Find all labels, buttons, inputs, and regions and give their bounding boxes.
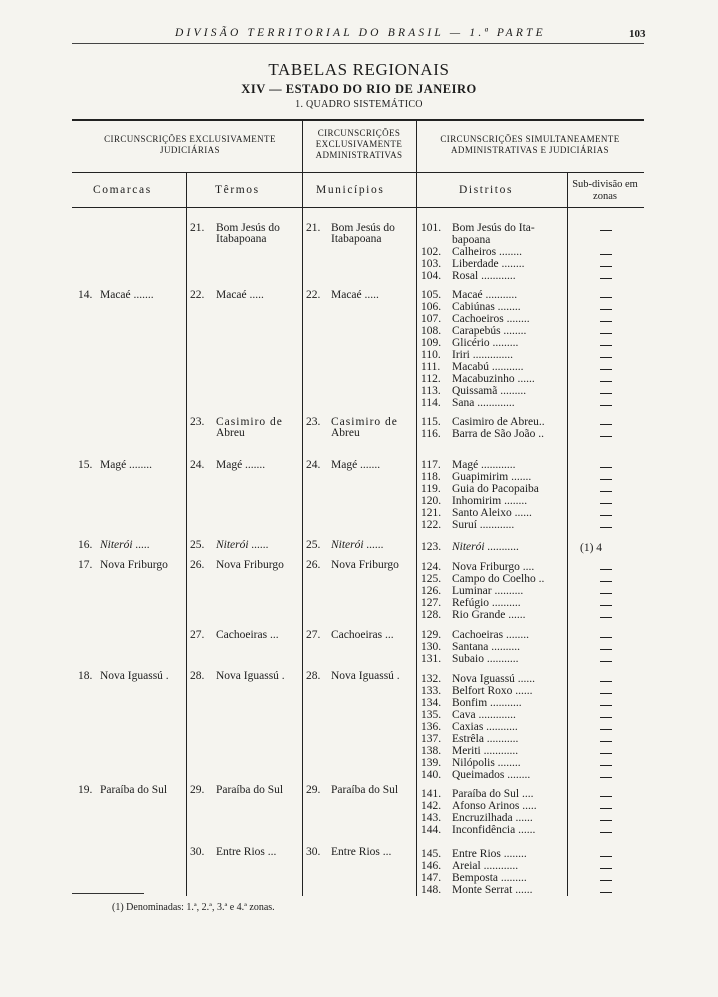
termos-name: Macaé ..... bbox=[216, 289, 264, 301]
termos-name-cont: Abreu bbox=[216, 427, 245, 439]
zone-dash bbox=[600, 321, 612, 322]
distrito-name: Nova Iguassú ...... bbox=[452, 673, 536, 685]
distrito-name: Macaé ........... bbox=[452, 289, 518, 301]
footnote-rule bbox=[72, 893, 144, 894]
distrito-number: 137. bbox=[421, 733, 442, 745]
termos-number: 25. bbox=[190, 539, 205, 551]
distrito-name: Suruí ............ bbox=[452, 519, 515, 531]
zone-dash bbox=[600, 405, 612, 406]
distrito-name: bapoana bbox=[452, 234, 491, 246]
column-header-rule bbox=[72, 207, 644, 208]
zone-dash bbox=[600, 820, 612, 821]
distrito-number: 120. bbox=[421, 495, 442, 507]
distrito-number: 121. bbox=[421, 507, 442, 519]
divider-2 bbox=[302, 121, 303, 896]
distrito-name: Rio Grande ...... bbox=[452, 609, 526, 621]
termos-number: 26. bbox=[190, 559, 205, 571]
zone-dash bbox=[600, 661, 612, 662]
table-top-rule bbox=[72, 119, 644, 121]
zone-dash bbox=[600, 345, 612, 346]
termos-number: 29. bbox=[190, 784, 205, 796]
comarca-number: 16. bbox=[78, 539, 93, 551]
distrito-number: 125. bbox=[421, 573, 442, 585]
distrito-number: 110. bbox=[421, 349, 441, 361]
distrito-number: 117. bbox=[421, 459, 441, 471]
distrito-number: 106. bbox=[421, 301, 442, 313]
distrito-number: 111. bbox=[421, 361, 441, 373]
termos-number: 28. bbox=[190, 670, 205, 682]
header-group-administrativas: CIRCUNSCRIÇÕES EXCLUSIVAMENTE ADMINISTRATIVAS bbox=[315, 128, 403, 160]
zone-dash bbox=[600, 393, 612, 394]
distrito-number: 109. bbox=[421, 337, 442, 349]
distrito-name: Nilópolis ........ bbox=[452, 757, 521, 769]
distrito-number: 105. bbox=[421, 289, 442, 301]
municipios-name: Paraíba do Sul bbox=[331, 784, 399, 796]
distrito-name: Liberdade ........ bbox=[452, 258, 525, 270]
zone-dash bbox=[600, 266, 612, 267]
divider-4 bbox=[567, 172, 568, 896]
header-group-judiciarias: CIRCUNSCRIÇÕES EXCLUSIVAMENTE JUDICIÁRIAS bbox=[104, 134, 276, 155]
zone-dash bbox=[600, 605, 612, 606]
termos-name: Nova Iguassú . bbox=[216, 670, 285, 682]
termos-number: 24. bbox=[190, 459, 205, 471]
distrito-name: Niterói ........... bbox=[452, 541, 520, 553]
distrito-name: Guapimirim ....... bbox=[452, 471, 532, 483]
distrito-number: 136. bbox=[421, 721, 442, 733]
distrito-number: 133. bbox=[421, 685, 442, 697]
group-header-rule bbox=[72, 172, 644, 173]
main-title: TABELAS REGIONAIS bbox=[268, 60, 450, 79]
comarca-number: 15. bbox=[78, 459, 93, 471]
running-header-title: DIVISÃO TERRITORIAL DO BRASIL — 1.ª PARTE bbox=[175, 27, 546, 39]
distrito-name: Macabuzinho ...... bbox=[452, 373, 535, 385]
zone-dash bbox=[600, 491, 612, 492]
distrito-name: Entre Rios ........ bbox=[452, 848, 527, 860]
distrito-number: 139. bbox=[421, 757, 442, 769]
distrito-name: Paraíba do Sul .... bbox=[452, 788, 534, 800]
municipios-name: Bom Jesús do bbox=[331, 222, 395, 234]
distrito-number: 104. bbox=[421, 270, 442, 282]
municipios-name: Entre Rios ... bbox=[331, 846, 392, 858]
municipios-number: 21. bbox=[306, 222, 321, 234]
distrito-number: 108. bbox=[421, 325, 442, 337]
distrito-name: Meriti ............ bbox=[452, 745, 519, 757]
zone-dash bbox=[600, 467, 612, 468]
distrito-number: 123. bbox=[421, 541, 442, 553]
distrito-name: Inhomirim ........ bbox=[452, 495, 528, 507]
distrito-number: 119. bbox=[421, 483, 441, 495]
zone-dash bbox=[600, 765, 612, 766]
comarca-name: Paraíba do Sul bbox=[100, 784, 168, 796]
zone-dash bbox=[600, 729, 612, 730]
zone-dash bbox=[600, 369, 612, 370]
distrito-name: Nova Friburgo .... bbox=[452, 561, 535, 573]
distrito-number: 147. bbox=[421, 872, 442, 884]
distrito-number: 132. bbox=[421, 673, 442, 685]
distrito-name: Afonso Arinos ..... bbox=[452, 800, 537, 812]
distrito-number: 145. bbox=[421, 848, 442, 860]
distrito-name: Estrêla ........... bbox=[452, 733, 519, 745]
zone-dash bbox=[600, 892, 612, 893]
distrito-name: Santana .......... bbox=[452, 641, 521, 653]
municipios-name-cont: Abreu bbox=[331, 427, 360, 439]
zone-dash bbox=[600, 479, 612, 480]
distrito-number: 138. bbox=[421, 745, 442, 757]
distrito-name: Santo Aleixo ...... bbox=[452, 507, 532, 519]
distrito-number: 134. bbox=[421, 697, 442, 709]
distrito-name: Cabiúnas ........ bbox=[452, 301, 521, 313]
termos-name: Cachoeiras ... bbox=[216, 629, 279, 641]
distrito-name: Casimiro de Abreu.. bbox=[452, 416, 545, 428]
comarca-name: Niterói ..... bbox=[100, 539, 150, 551]
termos-number: 23. bbox=[190, 416, 205, 428]
zone-dash bbox=[600, 856, 612, 857]
distrito-name: Calheiros ........ bbox=[452, 246, 522, 258]
zone-dash bbox=[600, 278, 612, 279]
municipios-number: 29. bbox=[306, 784, 321, 796]
zone-dash bbox=[600, 333, 612, 334]
zone-dash bbox=[600, 637, 612, 638]
municipios-name-cont: Itabapoana bbox=[331, 233, 382, 245]
header-termos: Têrmos bbox=[215, 184, 260, 196]
comarca-number: 17. bbox=[78, 559, 93, 571]
zone-dash bbox=[600, 649, 612, 650]
termos-name: Magé ....... bbox=[216, 459, 266, 471]
distrito-name: Macabú ........... bbox=[452, 361, 524, 373]
distrito-name: Bom Jesús do Ita- bbox=[452, 222, 535, 234]
distrito-number: 142. bbox=[421, 800, 442, 812]
comarca-name: Magé ........ bbox=[100, 459, 153, 471]
distrito-name: Guia do Pacopaiba bbox=[452, 483, 539, 495]
header-comarcas: Comarcas bbox=[93, 184, 152, 196]
distrito-number: 118. bbox=[421, 471, 441, 483]
termos-number: 27. bbox=[190, 629, 205, 641]
municipios-name: Casimiro de bbox=[331, 416, 398, 428]
municipios-number: 27. bbox=[306, 629, 321, 641]
state-title: XIV — ESTADO DO RIO DE JANEIRO bbox=[241, 82, 477, 96]
zone-dash bbox=[600, 741, 612, 742]
comarca-name: Nova Iguassú . bbox=[100, 670, 169, 682]
municipios-name: Nova Friburgo bbox=[331, 559, 399, 571]
section-title: 1. QUADRO SISTEMÁTICO bbox=[295, 99, 423, 110]
comarca-name: Nova Friburgo bbox=[100, 559, 168, 571]
municipios-name: Cachoeiras ... bbox=[331, 629, 394, 641]
distrito-number: 128. bbox=[421, 609, 442, 621]
comarca-number: 14. bbox=[78, 289, 93, 301]
distrito-name: Monte Serrat ...... bbox=[452, 884, 533, 896]
zone-dash bbox=[600, 753, 612, 754]
header-distritos: Distritos bbox=[459, 184, 514, 196]
distrito-number: 141. bbox=[421, 788, 442, 800]
distrito-number: 129. bbox=[421, 629, 442, 641]
distrito-name: Cachoeiras ........ bbox=[452, 629, 529, 641]
municipios-name: Niterói ...... bbox=[331, 539, 384, 551]
zone-dash bbox=[600, 424, 612, 425]
municipios-number: 28. bbox=[306, 670, 321, 682]
distrito-number: 116. bbox=[421, 428, 441, 440]
distrito-number: 124. bbox=[421, 561, 442, 573]
zone-dash bbox=[600, 309, 612, 310]
distrito-name: Cachoeiros ........ bbox=[452, 313, 530, 325]
zone-dash bbox=[600, 880, 612, 881]
distrito-number: 135. bbox=[421, 709, 442, 721]
termos-number: 21. bbox=[190, 222, 205, 234]
distrito-number: 107. bbox=[421, 313, 442, 325]
distrito-name: Belfort Roxo ...... bbox=[452, 685, 533, 697]
municipios-number: 25. bbox=[306, 539, 321, 551]
distrito-name: Encruzilhada ...... bbox=[452, 812, 533, 824]
distrito-name: Glicério ......... bbox=[452, 337, 519, 349]
zone-dash bbox=[600, 832, 612, 833]
distrito-name: Carapebús ........ bbox=[452, 325, 527, 337]
municipios-name: Macaé ..... bbox=[331, 289, 379, 301]
distrito-name: Iriri .............. bbox=[452, 349, 514, 361]
municipios-number: 26. bbox=[306, 559, 321, 571]
zone-dash bbox=[600, 381, 612, 382]
distrito-name: Inconfidência ...... bbox=[452, 824, 536, 836]
municipios-number: 22. bbox=[306, 289, 321, 301]
distrito-number: 130. bbox=[421, 641, 442, 653]
termos-number: 22. bbox=[190, 289, 205, 301]
zone-dash bbox=[600, 693, 612, 694]
termos-name: Bom Jesús do bbox=[216, 222, 280, 234]
termos-name: Paraíba do Sul bbox=[216, 784, 284, 796]
distrito-number: 126. bbox=[421, 585, 442, 597]
header-group-simultaneas: CIRCUNSCRIÇÕES SIMULTANEAMENTE ADMINISTRATIVAS E JUDICIÁRIAS bbox=[440, 134, 620, 155]
header-subdivisao: Sub-divisão em zonas bbox=[572, 179, 638, 202]
distrito-number: 140. bbox=[421, 769, 442, 781]
zone-dash bbox=[600, 681, 612, 682]
distrito-name: Bemposta ......... bbox=[452, 872, 527, 884]
distrito-number: 127. bbox=[421, 597, 442, 609]
distrito-name: Luminar .......... bbox=[452, 585, 524, 597]
zone-dash bbox=[600, 705, 612, 706]
distrito-name: Barra de São João .. bbox=[452, 428, 544, 440]
distrito-number: 148. bbox=[421, 884, 442, 896]
distrito-number: 113. bbox=[421, 385, 441, 397]
zone-dash bbox=[600, 357, 612, 358]
distrito-name: Areial ............ bbox=[452, 860, 519, 872]
zone-dash bbox=[600, 569, 612, 570]
distrito-number: 131. bbox=[421, 653, 442, 665]
divider-3 bbox=[416, 121, 417, 896]
zone-dash bbox=[600, 717, 612, 718]
termos-name: Niterói ...... bbox=[216, 539, 269, 551]
zone-dash bbox=[600, 254, 612, 255]
distrito-number: 103. bbox=[421, 258, 442, 270]
distrito-name: Campo do Coelho .. bbox=[452, 573, 545, 585]
municipios-number: 30. bbox=[306, 846, 321, 858]
header-rule bbox=[72, 43, 644, 44]
distrito-number: 115. bbox=[421, 416, 441, 428]
municipios-name: Nova Iguassú . bbox=[331, 670, 400, 682]
zone-dash bbox=[600, 503, 612, 504]
distrito-number: 122. bbox=[421, 519, 442, 531]
termos-name: Entre Rios ... bbox=[216, 846, 277, 858]
distrito-number: 112. bbox=[421, 373, 441, 385]
zone-dash bbox=[600, 581, 612, 582]
niteroi-zones: (1) 4 bbox=[580, 542, 603, 554]
distrito-name: Sana ............. bbox=[452, 397, 515, 409]
distrito-number: 114. bbox=[421, 397, 441, 409]
termos-name: Nova Friburgo bbox=[216, 559, 284, 571]
zone-dash bbox=[600, 796, 612, 797]
distrito-name: Quissamã ......... bbox=[452, 385, 527, 397]
distrito-name: Queimados ........ bbox=[452, 769, 531, 781]
termos-name-cont: Itabapoana bbox=[216, 233, 267, 245]
comarca-number: 18. bbox=[78, 670, 93, 682]
header-municipios: Municípios bbox=[316, 184, 385, 196]
municipios-name: Magé ....... bbox=[331, 459, 381, 471]
zone-dash bbox=[600, 617, 612, 618]
termos-name: Casimiro de bbox=[216, 416, 283, 428]
zone-dash bbox=[600, 808, 612, 809]
comarca-number: 19. bbox=[78, 784, 93, 796]
zone-dash bbox=[600, 527, 612, 528]
termos-number: 30. bbox=[190, 846, 205, 858]
distrito-name: Subaio ........... bbox=[452, 653, 519, 665]
zone-dash bbox=[600, 593, 612, 594]
zone-dash bbox=[600, 297, 612, 298]
divider-1 bbox=[186, 172, 187, 896]
municipios-number: 23. bbox=[306, 416, 321, 428]
zone-dash bbox=[600, 436, 612, 437]
distrito-name: Cava ............. bbox=[452, 709, 516, 721]
zone-dash bbox=[600, 515, 612, 516]
distrito-number: 102. bbox=[421, 246, 442, 258]
comarca-name: Macaé ....... bbox=[100, 289, 154, 301]
zone-dash bbox=[600, 777, 612, 778]
zone-dash bbox=[600, 868, 612, 869]
distrito-number: 143. bbox=[421, 812, 442, 824]
distrito-number: 101. bbox=[421, 222, 442, 234]
page-number: 103 bbox=[629, 28, 646, 40]
distrito-name: Rosal ............ bbox=[452, 270, 516, 282]
distrito-name: Bonfim ........... bbox=[452, 697, 522, 709]
distrito-name: Caxias ........... bbox=[452, 721, 518, 733]
distrito-number: 146. bbox=[421, 860, 442, 872]
distrito-name: Refúgio .......... bbox=[452, 597, 521, 609]
municipios-number: 24. bbox=[306, 459, 321, 471]
zone-dash bbox=[600, 230, 612, 231]
footnote: (1) Denominadas: 1.ª, 2.ª, 3.ª e 4.ª zonas. bbox=[112, 902, 275, 913]
distrito-number: 144. bbox=[421, 824, 442, 836]
distrito-name: Magé ............ bbox=[452, 459, 516, 471]
